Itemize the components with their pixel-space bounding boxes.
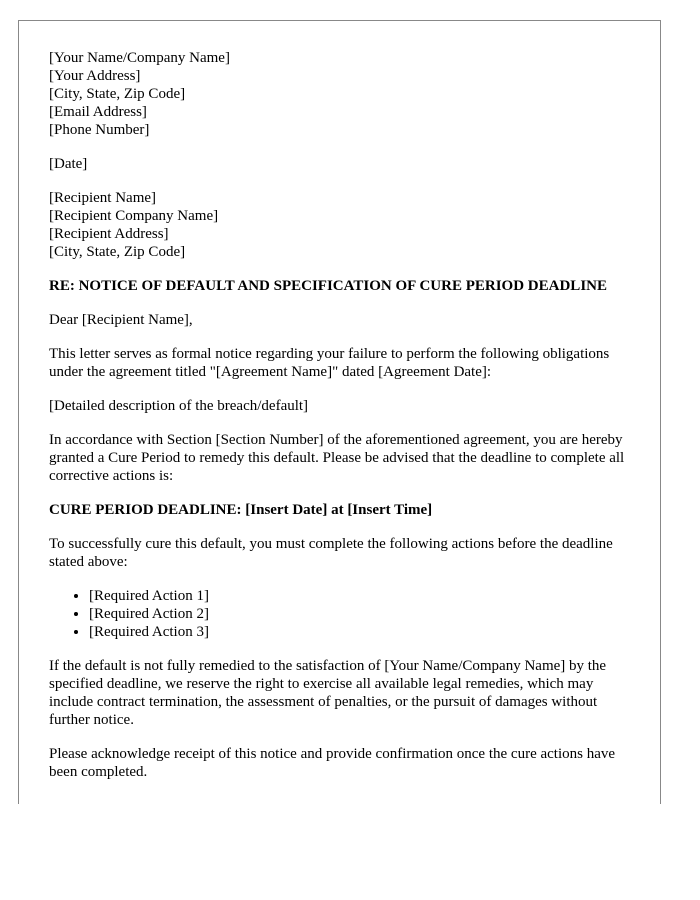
list-item: • [Required Action 3] [89,623,639,641]
breach-description: [Detailed description of the breach/default] [49,398,309,414]
list-item: • [Required Action 2] [89,605,639,623]
sender-phone: [Phone Number] [49,122,150,138]
subject-line: RE: NOTICE OF DEFAULT AND SPECIFICATION OF CURE PERIOD DEADLINE [49,278,607,294]
letter-date: [Date] [49,156,88,172]
recipient-name: [Recipient Name] [49,190,157,206]
recipient-address: [Recipient Address] [49,226,169,242]
acknowledge-paragraph: Please acknowledge receipt of this notice and provide confirmation once the cure actions have been completed. [49,746,616,780]
sender-address: [Your Address] [49,68,141,84]
intro-paragraph: This letter serves as formal notice regarding your failure to perform the following obligations under the agreement titled "[Agreement Name]" dated [Agreement Date]: [49,346,610,380]
cure-period-paragraph: In accordance with Section [Section Number] of the aforementioned agreement, you are hereby granted a Cure Period to remedy this default. Please be advised that the deadline to complete all corrective actions is: [49,432,625,484]
recipient-block [49,189,639,261]
recipient-city-state-zip: [City, State, Zip Code] [49,244,186,260]
sender-block [49,49,639,139]
required-actions-list [49,587,639,641]
salutation: Dear [Recipient Name], [49,312,193,328]
sender-name: [Your Name/Company Name] [49,50,230,66]
cure-period-deadline: CURE PERIOD DEADLINE: [Insert Date] at [Insert Time] [49,502,433,518]
list-item: • [Required Action 1] [89,587,639,605]
actions-intro-paragraph: To successfully cure this default, you must complete the following actions before the deadline stated above: [49,536,613,570]
recipient-company: [Recipient Company Name] [49,208,219,224]
letter-content [49,49,639,797]
date-block [49,155,639,173]
remedies-paragraph: If the default is not fully remedied to the satisfaction of [Your Name/Company Name] by the specified deadline, we reserve the right to exercise all available legal remedies, which may include contract termination, the assessment of penalties, or the pursuit of damages without further notice. [49,658,607,728]
letter-page [18,20,661,804]
sender-city-state-zip: [City, State, Zip Code] [49,86,186,102]
sender-email: [Email Address] [49,104,147,120]
